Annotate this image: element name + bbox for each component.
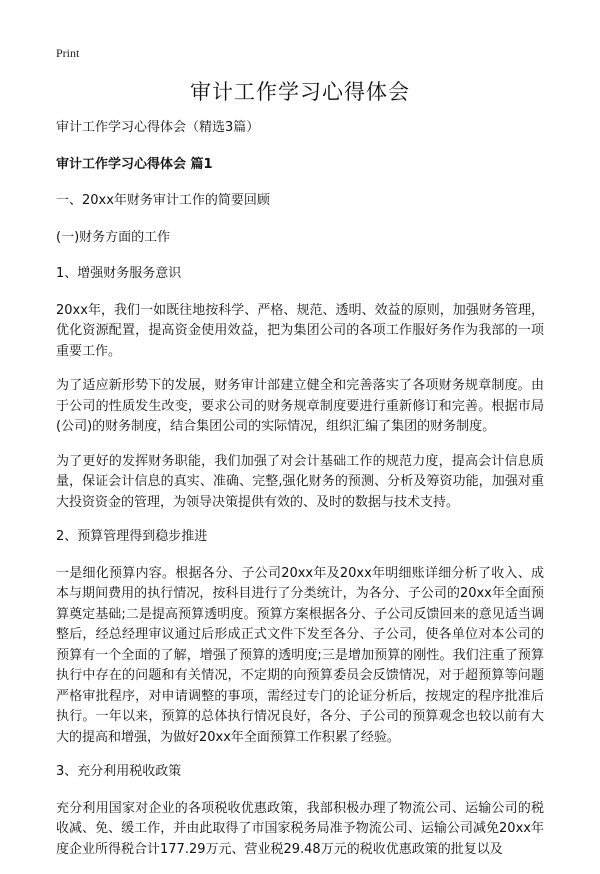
heading-finance-work: (一)财务方面的工作	[56, 229, 171, 245]
document-subtitle: 审计工作学习心得体会（精选3篇）	[56, 120, 260, 135]
heading-tax-policy: 3、充分利用税收政策	[56, 764, 182, 779]
document-body	[56, 118, 544, 874]
print-link[interactable]: Print	[56, 46, 80, 60]
paragraph-5: 充分利用国家对企业的各项税收优惠政策，我部积极办理了物流公司、运输公司的税收减、免、缓工作，并由此取得了市国家税务局准予物流公司、运输公司减免20xx年度企业所得税合计177.29万元、营业税29.48万元的税收优惠政策的批复以及	[56, 800, 544, 857]
paragraph-4: 一是细化预算内容。根据各分、子公司20xx年及20xx年明细账详细分析了收入、成本与期间费用的执行情况，按科目进行了分类统计，为各分、子公司的20xx年全面预算奠定基础;二是提高预算透明度。预算方案根据各分、子公司反馈回来的意见适当调整后，经总经理审议通过后形成正式文件下发至各分、子公司，使各单位对本公司的预算有一个全面的了解，增强了预算的透明度;三是增加预算的刚性。我们注重了预算执行中存在的问题和有关情况，不定期的向预算委员会反馈情况，对于超预算等问题严格审批程序，对申请调整的事项，需经过专门的论证分析后，按规定的程序批准后执行。一年以来，预算的总体执行情况良好，各分、子公司的预算观念也较以前有大大的提高和增强，为做好20xx年全面预算工作积累了经验。	[56, 565, 544, 745]
heading-review: 一、20xx年财务审计工作的简要回顾	[56, 193, 270, 208]
paragraph-3: 为了更好的发挥财务职能，我们加强了对会计基础工作的规范力度，提高会计信息质量，保证会计信息的真实、准确、完整,强化财务的预测、分析及筹资功能，加强对重大投资资金的管理，为领导决策提供有效的、及时的数据与技术支持。	[56, 453, 544, 510]
page-title: 审计工作学习心得体会	[190, 80, 410, 104]
heading-budget: 2、预算管理得到稳步推进	[56, 529, 208, 544]
paragraph-2: 为了适应新形势下的发展，财务审计部建立健全和完善落实了各项财务规章制度。由于公司的性质发生改变，要求公司的财务规章制度要进行重新修订和完善。根据市局(公司)的财务制度，结合集团公司的实际情况，组织汇编了集团的财务制度。	[56, 378, 544, 434]
paragraph-1: 20xx年，我们一如既往地按科学、严格、规范、透明、效益的原则，加强财务管理，优化资源配置，提高资金使用效益，把为集团公司的各项工作服好务作为我部的一项重要工作。	[56, 302, 544, 359]
heading-service-awareness: 1、增强财务服务意识	[56, 266, 182, 281]
section-heading: 审计工作学习心得体会 篇1	[56, 156, 213, 172]
